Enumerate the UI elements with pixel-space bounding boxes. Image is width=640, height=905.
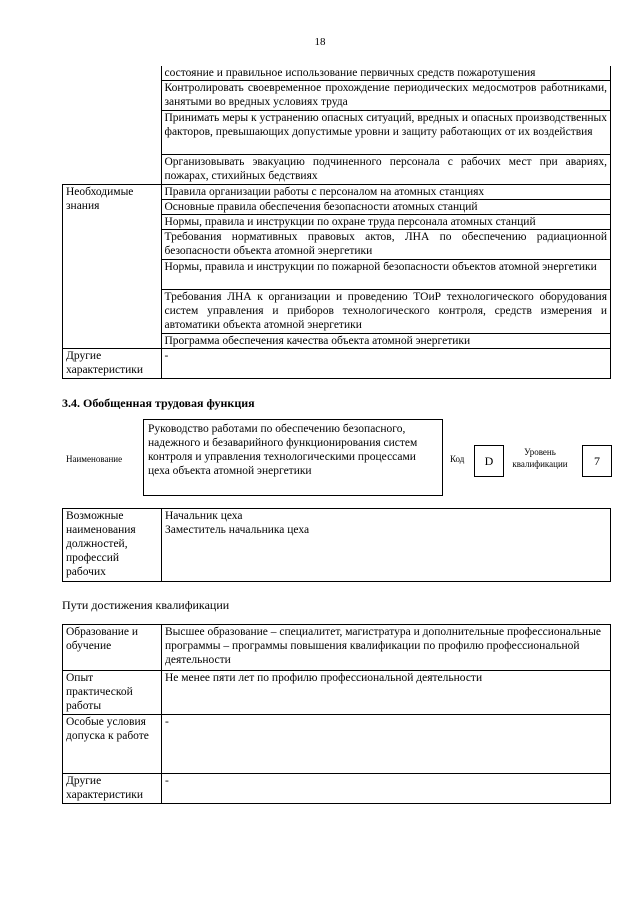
- skills-label-cell: [63, 66, 162, 185]
- row-label: Особые условия допуска к работе: [63, 715, 162, 774]
- row-label: Образование и обучение: [63, 625, 162, 671]
- position-item: Заместитель начальника цеха: [165, 524, 310, 536]
- section-title: 3.4. Обобщенная трудовая функция: [62, 396, 255, 410]
- skills-knowledge-table: [62, 66, 611, 379]
- page-number: 18: [314, 36, 326, 48]
- position-item: Начальник цеха: [165, 510, 243, 522]
- knowledge-cell: Нормы, правила и инструкции по охране труда персонала атомных станций: [161, 215, 611, 230]
- table-row: [63, 715, 611, 774]
- qualification-paths-table: [62, 624, 611, 804]
- level-value-box: 7: [582, 445, 612, 477]
- code-value-box: D: [474, 445, 504, 477]
- positions-label: Возможные наименования должностей, профессий рабочих: [63, 509, 162, 582]
- knowledge-cell: Требования нормативных правовых актов, ЛНА по обеспечению радиационной безопасности объекта атомной энергетики: [161, 230, 611, 260]
- other-value: -: [161, 349, 611, 379]
- row-value: Не менее пяти лет по профилю профессиональной деятельности: [162, 671, 611, 715]
- paths-title: Пути достижения квалификации: [62, 598, 230, 612]
- knowledge-cell: Правила организации работы с персоналом на атомных станциях: [161, 185, 611, 200]
- knowledge-cell: Основные правила обеспечения безопасности атомных станций: [161, 200, 611, 215]
- other-label: Другие характеристики: [63, 349, 162, 379]
- table-row: [63, 509, 611, 582]
- row-label: Опыт практической работы: [63, 671, 162, 715]
- skill-cell: Принимать меры к устранению опасных ситуаций, вредных и опасных производственных факторов, превышающих допустимые уровни и защиту работающих от их воздействия: [161, 111, 611, 155]
- name-label: Наименование: [66, 454, 123, 464]
- level-label: Уровень квалификации: [512, 447, 568, 469]
- table-row: [63, 349, 611, 379]
- positions-values-cell: [162, 509, 611, 582]
- row-label: Другие характеристики: [63, 774, 162, 804]
- knowledge-label: Необходимые знания: [63, 185, 162, 349]
- table-row: [63, 671, 611, 715]
- function-name-box: Руководство работами по обеспечению безопасного, надежного и безаварийного функционирования систем контроля и управления технологическими процессами цеха объекта атомной энергетики: [143, 419, 443, 496]
- skill-cell: Организовывать эвакуацию подчиненного персонала с рабочих мест при авариях, пожарах, стихийных бедствиях: [161, 155, 611, 185]
- knowledge-cell: Нормы, правила и инструкции по пожарной безопасности объектов атомной энергетики: [161, 260, 611, 290]
- table-row: [63, 66, 611, 81]
- table-row: [63, 774, 611, 804]
- code-label: Код: [450, 454, 465, 464]
- skill-cell: состояние и правильное использование первичных средств пожаротушения: [161, 66, 611, 81]
- skill-cell: Контролировать своевременное прохождение периодических медосмотров работниками, занятыми во вредных условиях труда: [161, 81, 611, 111]
- table-row: [63, 625, 611, 671]
- positions-table: [62, 508, 611, 582]
- row-value: Высшее образование – специалитет, магистратура и дополнительные профессиональные программы – программы повышения квалификации по профилю профессиональной деятельности: [162, 625, 611, 671]
- table-row: [63, 185, 611, 200]
- knowledge-cell: Требования ЛНА к организации и проведению ТОиР технологического оборудования систем управления и приборов технологического контроля, средств измерения и автоматики объекта атомной энергетики: [161, 290, 611, 334]
- knowledge-cell: Программа обеспечения качества объекта атомной энергетики: [161, 334, 611, 349]
- row-value: -: [162, 774, 611, 804]
- row-value: -: [162, 715, 611, 774]
